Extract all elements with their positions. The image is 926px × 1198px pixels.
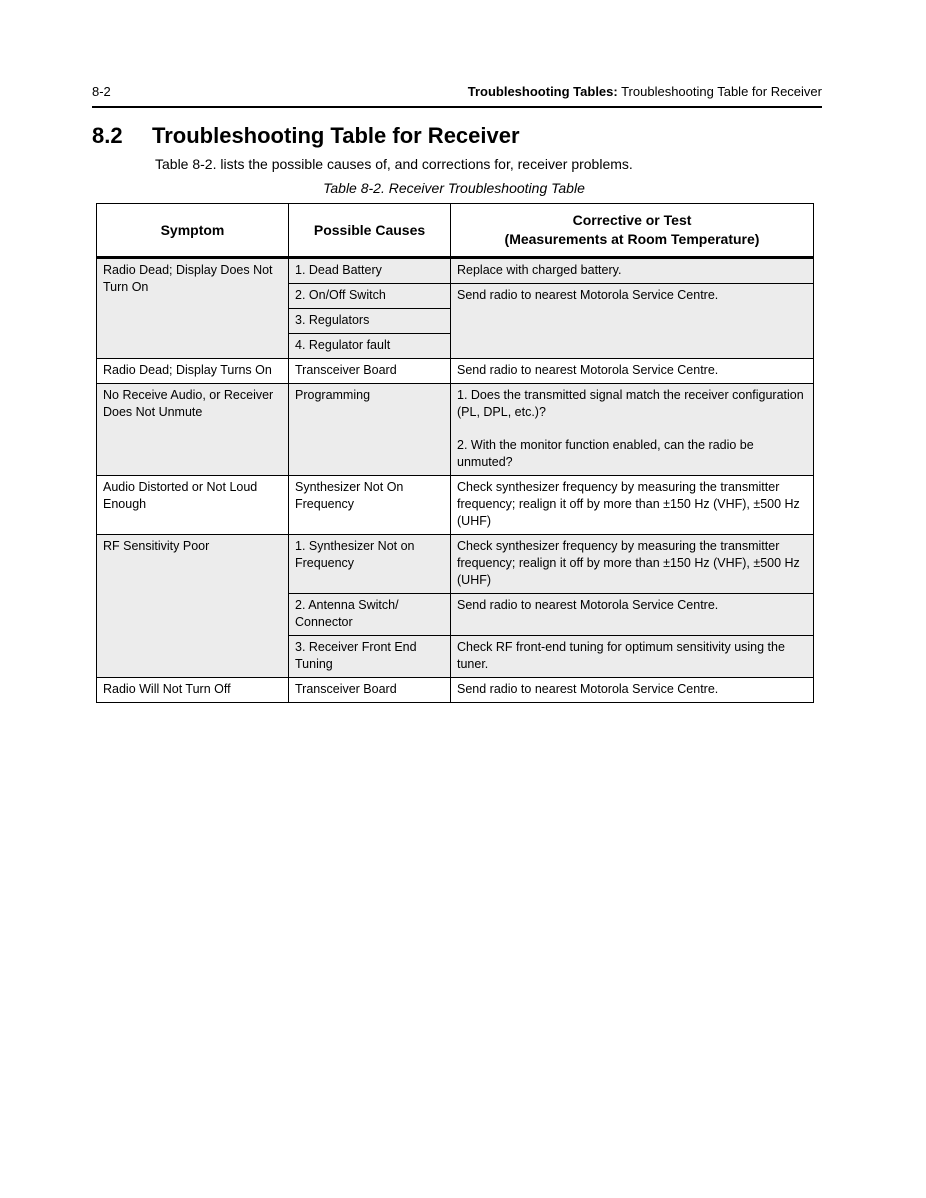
cause-cell: Transceiver Board: [289, 359, 451, 384]
cause-cell: 3. Receiver Front End Tuning: [289, 636, 451, 678]
header-possible-causes: Possible Causes: [289, 204, 451, 258]
table-row: [97, 359, 814, 384]
header-corrective-line1: Corrective or Test: [572, 212, 692, 228]
corrective-cell: Send radio to nearest Motorola Service Centre.: [451, 594, 814, 636]
cause-cell: 1. Synthesizer Not on Frequency: [289, 535, 451, 594]
table-row: [97, 258, 814, 284]
header-corrective: [451, 204, 814, 258]
running-title: [468, 84, 822, 100]
corrective-cell: Check synthesizer frequency by measuring the transmitter frequency; realign it off by more than ±150 Hz (VHF), ±500 Hz (UHF): [451, 535, 814, 594]
header-rule: [92, 106, 822, 108]
running-title-bold: Troubleshooting Tables:: [467, 84, 618, 99]
table-row: [97, 476, 814, 535]
corrective-paragraph: 1. Does the transmitted signal match the receiver configuration (PL, DPL, etc.)?: [457, 388, 804, 419]
cause-cell: Synthesizer Not On Frequency: [289, 476, 451, 535]
table-caption: Table 8-2. Receiver Troubleshooting Table: [323, 180, 585, 196]
corrective-cell: [451, 384, 814, 476]
corrective-cell: Send radio to nearest Motorola Service Centre.: [451, 284, 814, 359]
page-number: 8-2: [92, 84, 111, 99]
corrective-cell: Send radio to nearest Motorola Service Centre.: [451, 359, 814, 384]
table-row: [97, 535, 814, 594]
section-title: Troubleshooting Table for Receiver: [152, 123, 520, 148]
symptom-cell: No Receive Audio, or Receiver Does Not Unmute: [97, 384, 289, 476]
header-symptom: Symptom: [97, 204, 289, 258]
cause-cell: 3. Regulators: [289, 309, 451, 334]
cause-cell: 2. Antenna Switch/ Connector: [289, 594, 451, 636]
cause-cell: Programming: [289, 384, 451, 476]
corrective-cell: Check RF front-end tuning for optimum sensitivity using the tuner.: [451, 636, 814, 678]
corrective-cell: Check synthesizer frequency by measuring the transmitter frequency; realign it off by more than ±150 Hz (VHF), ±500 Hz (UHF): [451, 476, 814, 535]
table-row: [97, 384, 814, 476]
cause-cell: Transceiver Board: [289, 678, 451, 703]
symptom-cell: Radio Will Not Turn Off: [97, 678, 289, 703]
symptom-cell: Radio Dead; Display Turns On: [97, 359, 289, 384]
cause-cell: 2. On/Off Switch: [289, 284, 451, 309]
receiver-troubleshooting-table: [96, 203, 814, 703]
page-header: [92, 84, 822, 104]
running-title-rest: Troubleshooting Table for Receiver: [617, 84, 822, 99]
corrective-cell: Send radio to nearest Motorola Service Centre.: [451, 678, 814, 703]
cause-cell: 4. Regulator fault: [289, 334, 451, 359]
symptom-cell: Audio Distorted or Not Loud Enough: [97, 476, 289, 535]
symptom-cell: Radio Dead; Display Does Not Turn On: [97, 258, 289, 359]
intro-paragraph: Table 8-2. lists the possible causes of, and corrections for, receiver problems.: [155, 156, 633, 172]
paragraph-gap: [457, 421, 807, 437]
table-row: [97, 678, 814, 703]
section-number: 8.2: [92, 123, 123, 148]
header-corrective-line2: (Measurements at Room Temperature): [504, 231, 760, 247]
table-header-row: [97, 204, 814, 258]
section-heading: [92, 122, 520, 150]
corrective-paragraph: 2. With the monitor function enabled, can the radio be unmuted?: [457, 438, 754, 469]
symptom-cell: RF Sensitivity Poor: [97, 535, 289, 678]
cause-cell: 1. Dead Battery: [289, 258, 451, 284]
corrective-cell: Replace with charged battery.: [451, 258, 814, 284]
